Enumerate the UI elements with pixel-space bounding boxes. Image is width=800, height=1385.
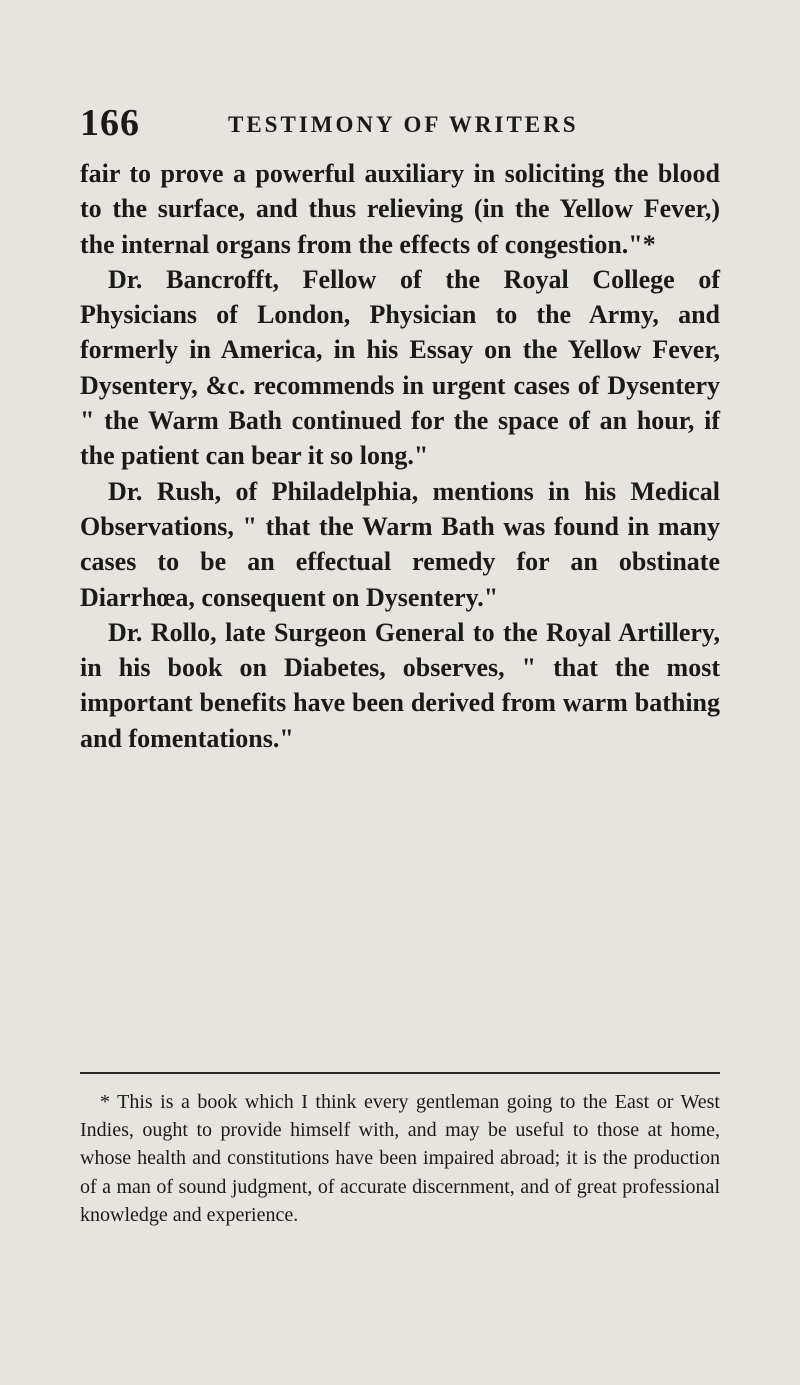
main-text (80, 156, 720, 756)
footnote-divider (80, 1072, 720, 1074)
page-number: 166 (80, 102, 140, 144)
paragraph-rush: Dr. Rush, of Philadelphia, mentions in his Medical Observations, " that the Warm Bath was found in many cases to be an effectual remedy for an obstinate Diarrhœa, consequent on Dysentery." (80, 476, 720, 612)
paragraph-continuation: fair to prove a powerful auxiliary in soliciting the blood to the surface, and thus relieving (in the Yellow Fever,) the internal organs from the effects of congestion."* (80, 159, 720, 259)
running-head: TESTIMONY OF WRITERS (228, 112, 579, 137)
page-header (80, 98, 720, 148)
paragraph-rollo: Dr. Rollo, late Surgeon General to the Royal Artillery, in his book on Diabetes, observes, " that the most important benefits have been derived from warm bathing and fomentations." (80, 617, 720, 753)
paragraph-bancrofft: Dr. Bancrofft, Fellow of the Royal College of Physicians of London, Physician to the Army, and formerly in America, in his Essay on the Yellow Fever, Dysentery, &c. recommends in urgent cases of Dysentery " the Warm Bath continued for the space of an hour, if the patient can bear it so long." (80, 264, 720, 471)
footnote: * This is a book which I think every gentleman going to the East or West Indies, ought to provide himself with, and may be useful to those at home, whose health and constitutions have been impaired abroad; it is the production of a man of sound judgment, of accurate discernment, and of great professional knowledge and experience. (80, 1091, 720, 1226)
